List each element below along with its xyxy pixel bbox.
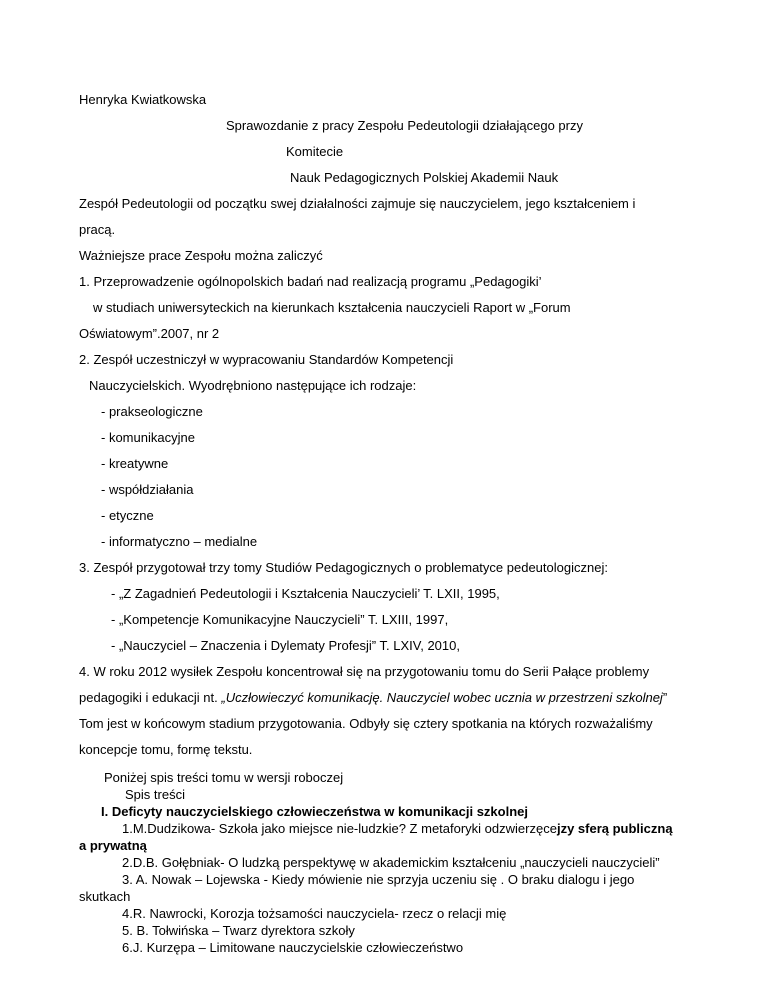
item-4-line-3: Tom jest w końcowym stadium przygotowania. Odbyły się cztery spotkania na których rozważaliśmy: [79, 716, 653, 731]
toc-intro: Poniżej spis treści tomu w wersji roboczej: [104, 770, 344, 785]
toc-entry-5: 5. B. Tołwińska – Twarz dyrektora szkoły: [122, 923, 355, 938]
toc-entry-3: 3. A. Nowak – Lojewska - Kiedy mówienie nie sprzyja uczeniu się . O braku dialogu i jego: [122, 872, 635, 887]
toc-entry-1-continued: a prywatną: [79, 838, 147, 853]
item-4-line-1: 4. W roku 2012 wysiłek Zespołu koncentrował się na przygotowaniu tomu do Serii Pałące problemy: [79, 664, 650, 679]
report-title-line-1: Sprawozdanie z pracy Zespołu Pedeutologii działającego przy: [226, 118, 583, 133]
report-title-line-2: Komitecie: [286, 144, 344, 159]
author-name: Henryka Kwiatkowska: [79, 92, 207, 107]
book-title: „Uczłowieczyć komunikację. Nauczyciel wobec ucznia w przestrzeni szkolnej: [221, 690, 663, 705]
competence-list-item: - kreatywne: [101, 456, 169, 471]
toc-entry-1-text: 1.M.Dudzikowa- Szkoła jako miejsce nie-ludzkie? Z metaforyki odzwierzęce: [122, 821, 557, 836]
item-2-line-2: Nauczycielskich. Wyodrębniono następujące ich rodzaje:: [89, 378, 417, 393]
toc-entry-3-continued: skutkach: [79, 889, 131, 904]
toc-entry-6: 6.J. Kurzępa – Limitowane nauczycielskie człowieczeństwo: [122, 940, 464, 955]
item-4-line-4: koncepcje tomu, formę tekstu.: [79, 742, 253, 757]
toc-section-1: I. Deficyty nauczycielskiego człowieczeństwa w komunikacji szkolnej: [101, 804, 528, 819]
important-works-heading: Ważniejsze prace Zespołu można zaliczyć: [79, 248, 323, 263]
item-2-line-1: 2. Zespół uczestniczył w wypracowaniu Standardów Kompetencji: [79, 352, 454, 367]
intro-line-2: pracą.: [79, 222, 116, 237]
competence-list-item: - współdziałania: [101, 482, 194, 497]
item-1-line-2: w studiach uniwersyteckich na kierunkach kształcenia nauczycieli Raport w „Forum: [93, 300, 571, 315]
competence-list-item: - informatyczno – medialne: [101, 534, 258, 549]
item-3-line-1: 3. Zespół przygotował trzy tomy Studiów Pedagogicznych o problematyce pedeutologicznej:: [79, 560, 608, 575]
volume-list-item: - „Z Zagadnień Pedeutologii i Kształcenia Nauczycieli’ T. LXII, 1995,: [111, 586, 500, 601]
toc-entry-4: 4.R. Nawrocki, Korozja tożsamości nauczyciela- rzecz o relacji mię: [122, 906, 507, 921]
item-1-line-3: Oświatowym”.2007, nr 2: [79, 326, 220, 341]
toc-heading: Spis treści: [125, 787, 185, 802]
report-title-line-3: Nauk Pedagogicznych Polskiej Akademii Nauk: [290, 170, 559, 185]
item-1-line-1: 1. Przeprowadzenie ogólnopolskich badań nad realizacją programu „Pedagogiki’: [79, 274, 542, 289]
item-4-line-2-prefix: pedagogiki i edukacji nt.: [79, 690, 222, 705]
volume-list-item: - „Nauczyciel – Znaczenia i Dylematy Profesji” T. LXIV, 2010,: [111, 638, 460, 653]
toc-entry-2: 2.D.B. Gołębniak- O ludzką perspektywę w akademickim kształceniu „nauczycieli nauczycieli”: [122, 855, 660, 870]
competence-list-item: - prakseologiczne: [101, 404, 203, 419]
volume-list-item: - „Kompetencje Komunikacyjne Nauczycieli” T. LXIII, 1997,: [111, 612, 449, 627]
competence-list-item: - etyczne: [101, 508, 154, 523]
toc-entry-1: [122, 821, 673, 837]
item-4-line-2-suffix: ”: [662, 690, 668, 705]
toc-entry-1-bold: jzy sferą publiczną: [556, 821, 673, 836]
item-4-line-2: [79, 690, 667, 706]
competence-list-item: - komunikacyjne: [101, 430, 195, 445]
intro-line-1: Zespół Pedeutologii od początku swej działalności zajmuje się nauczycielem, jego kształceniem i: [79, 196, 636, 211]
